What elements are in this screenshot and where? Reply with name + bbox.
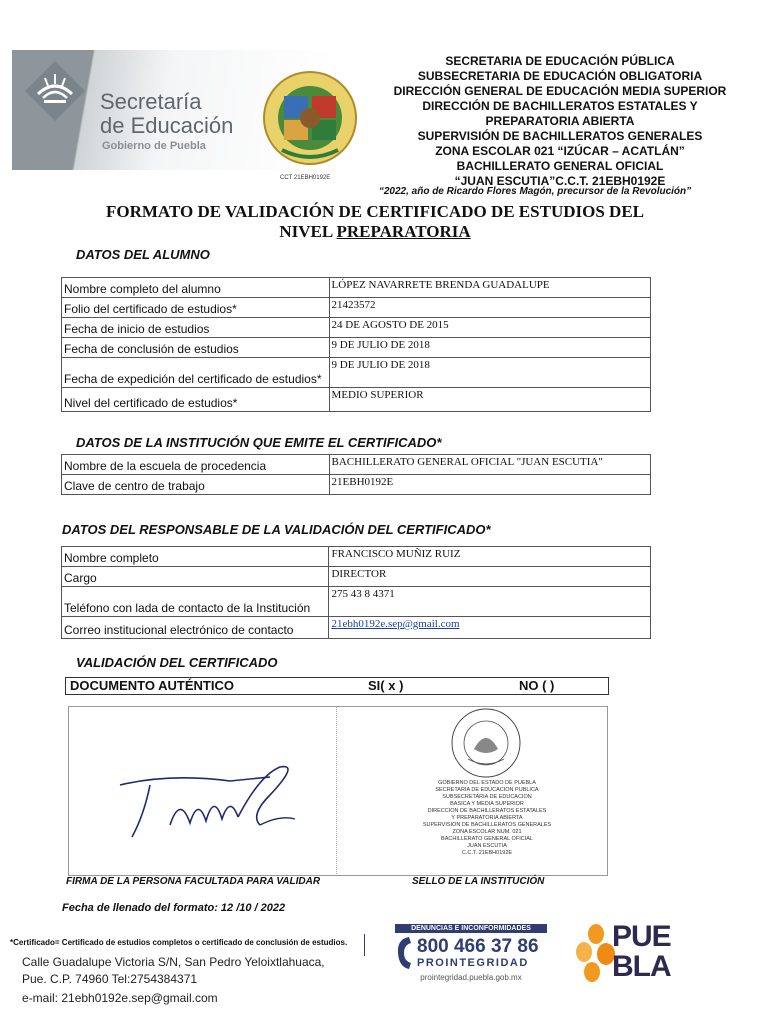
footer-address-1: Calle Guadalupe Victoria S/N, San Pedro Yeloixtlahuaca, [22,955,325,969]
stamp-line: GOBIERNO DEL ESTADO DE PUEBLA [438,780,536,786]
table-row [62,475,651,495]
stamp-line: BASICA Y MEDIA SUPERIOR [450,801,524,807]
header-line: ZONA ESCOLAR 021 “IZÚCAR – ACATLÁN” [435,144,685,158]
footer-divider [364,934,365,956]
title-line-2 [60,222,690,242]
table-row [62,278,651,298]
stamp-line: C.C.T. 21EBH0192E [461,850,513,856]
stamp-text [412,780,562,857]
field-label: Cargo [62,567,329,587]
table-row [62,298,651,318]
puebla-wordmark [612,922,671,982]
field-label: Fecha de expedición del certificado de estudios* [62,358,330,388]
prointegridad-label: PROINTEGRIDAD [417,957,529,969]
table-row [62,617,651,639]
field-value: 9 DE JULIO DE 2018 [329,358,650,388]
field-label: Fecha de inicio de estudios [62,318,330,338]
alumno-table [61,277,651,412]
title-underlined: PREPARATORIA [336,222,471,241]
section-heading-alumno: DATOS DEL ALUMNO [76,247,210,262]
field-value: MEDIO SUPERIOR [329,388,650,412]
school-seal-icon [262,70,358,166]
title-prefix: NIVEL [279,222,337,241]
section-heading-institucion: DATOS DE LA INSTITUCIÓN QUE EMITE EL CERTIFICADO* [76,435,442,450]
table-row [62,318,651,338]
hotline-number: 800 466 37 86 [417,936,539,957]
field-label: Correo institucional electrónico de contacto [62,617,329,639]
signature-divider [336,706,337,874]
field-label: Teléfono con lada de contacto de la Institución [62,587,329,617]
puebla-wordmark-line-2: BLA [612,950,671,983]
prointegridad-block [395,924,547,982]
header-line: SUPERVISIÓN DE BACHILLERATOS GENERALES [417,129,703,143]
fill-date: Fecha de llenado del formato: 12 /10 / 2022 [62,902,286,914]
stamp-line: SUBSECRETARIA DE EDUCACION [442,794,532,800]
prointegridad-text [417,937,539,969]
footer-note: *Certificado= Certificado de estudios completos o certificado de conclusión de estudios. [10,938,348,947]
signature-caption: FIRMA DE LA PERSONA FACULTADA PARA VALIDAR [66,876,321,887]
header-line: “JUAN ESCUTIA”C.C.T. 21EBH0192E [454,174,666,188]
document-title [60,202,690,242]
header-line: BACHILLERATO GENERAL OFICIAL [456,159,664,173]
responsable-table [61,546,651,639]
title-line-1: FORMATO DE VALIDACIÓN DE CERTIFICADO DE ESTUDIOS DEL [106,202,644,221]
table-row [62,338,651,358]
seal-code: CCT 21EBH0192E [280,175,331,181]
field-label: Nombre completo [62,547,329,567]
footer-email: e-mail: 21ebh0192e.sep@gmail.com [22,991,218,1005]
field-label: Nombre completo del alumno [62,278,330,298]
field-value: DIRECTOR [329,567,651,587]
field-label: Nivel del certificado de estudios* [62,388,330,412]
field-value: BACHILLERATO GENERAL OFICIAL "JUAN ESCUTIA" [329,455,650,475]
prointegridad-url: prointegridad.puebla.gob.mx [420,973,522,982]
table-row [62,388,651,412]
institucion-table [61,454,651,495]
header-line: SECRETARIA DE EDUCACIÓN PÚBLICA [445,54,675,68]
table-row [62,547,651,567]
field-label: Fecha de conclusión de estudios [62,338,330,358]
no-option: NO ( ) [519,678,555,693]
table-row [62,455,651,475]
logo-title [100,90,233,138]
si-option: SI( x ) [368,678,404,693]
field-value: LÓPEZ NAVARRETE BRENDA GUADALUPE [329,278,650,298]
field-value: FRANCISCO MUÑIZ RUIZ [329,547,651,567]
stamp-line: JUAN ESCUTIA [467,843,507,849]
field-label: Clave de centro de trabajo [62,475,330,495]
seal-caption: SELLO DE LA INSTITUCIÓN [412,876,545,887]
header-line: PREPARATORIA ABIERTA [485,114,635,128]
stamp-line: SUPERVISION DE BACHILLERATOS GENERALES [422,822,552,828]
section-heading-validacion: VALIDACIÓN DEL CERTIFICADO [76,655,278,670]
logo-subtitle: Gobierno de Puebla [102,140,206,152]
stamp-line: DIRECCION DE BACHILLERATOS ESTATALES [427,808,547,814]
table-row [62,358,651,388]
contact-email-link[interactable]: 21ebh0192e.sep@gmail.com [331,618,460,630]
header-slogan: “2022, año de Ricardo Flores Magón, precursor de la Revolución” [378,186,692,197]
field-value: 21423572 [329,298,650,318]
stamp-line: ZONA ESCOLAR NUM. 021 [452,829,522,835]
table-row [62,587,651,617]
footer-address-2: Pue. C.P. 74960 Tel:2754384371 [22,972,198,986]
header-line: DIRECCIÓN DE BACHILLERATOS ESTATALES Y [422,99,698,113]
stamp-line: BACHILLERATO GENERAL OFICIAL [441,836,533,842]
header-line: DIRECCIÓN GENERAL DE EDUCACIÓN MEDIA SUPERIOR [393,84,727,98]
field-value: 21EBH0192E [329,475,650,495]
field-label: Folio del certificado de estudios* [62,298,330,318]
logo-title-line-2: de Educación [100,113,234,138]
secretaria-logo-icon [20,56,90,126]
logo-title-line-1: Secretaría [100,89,202,114]
field-value: 9 DE JULIO DE 2018 [329,338,650,358]
official-stamp-emblem-icon [440,703,532,781]
table-row [62,567,651,587]
field-label: Nombre de la escuela de procedencia [62,455,330,475]
field-value: 275 43 8 4371 [329,587,651,617]
validation-row [65,677,609,695]
stamp-line: SECRETARIA DE EDUCACION PUBLICA [435,787,539,793]
stamp-line: Y PREPARATORIA ABIERTA [451,815,523,821]
denuncias-label: DENUNCIAS E INCONFORMIDADES [395,924,547,933]
field-value: 24 DE AGOSTO DE 2015 [329,318,650,338]
document-authentic-label: DOCUMENTO AUTÉNTICO [70,678,234,693]
handwritten-signature-icon [110,755,310,845]
puebla-wordmark-line-1: PUE [612,920,671,953]
phone-icon [395,935,413,971]
header-institution-lines [360,54,760,189]
section-heading-responsable: DATOS DEL RESPONSABLE DE LA VALIDACIÓN DEL CERTIFICADO* [62,522,491,537]
email-cell [329,617,651,639]
prointegridad-phone-row [395,935,547,971]
header-line: SUBSECRETARIA DE EDUCACIÓN OBLIGATORIA [417,69,703,83]
puebla-flower-icon [576,924,616,984]
